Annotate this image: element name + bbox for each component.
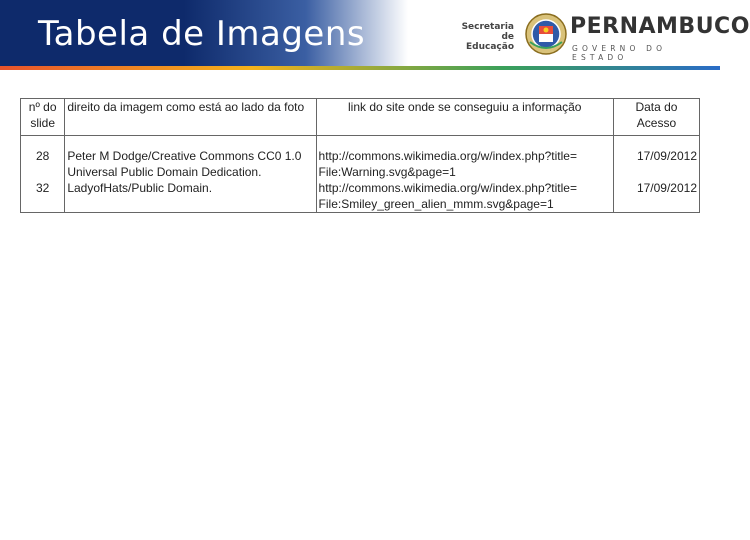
table-row bbox=[21, 180, 700, 213]
header-slide-no: nº do slide bbox=[21, 99, 65, 136]
state-name: PERNAMBUCO bbox=[570, 14, 750, 39]
table-row bbox=[21, 148, 700, 180]
coat-of-arms-icon bbox=[524, 12, 568, 56]
cell-link bbox=[316, 148, 613, 180]
link-line: File:Warning.svg&page=1 bbox=[318, 165, 456, 179]
link-line: http://commons.wikimedia.org/w/index.php?title= bbox=[318, 181, 577, 195]
header-rights: direito da imagem como está ao lado da foto bbox=[65, 99, 316, 136]
secretaria-line2: Educação bbox=[466, 42, 514, 52]
images-table bbox=[20, 98, 700, 213]
cell-rights bbox=[65, 148, 316, 180]
government-logo bbox=[452, 10, 750, 62]
rights-line: LadyofHats/Public Domain. bbox=[67, 181, 213, 195]
cell-link bbox=[316, 180, 613, 213]
table-header-row bbox=[21, 99, 700, 136]
link-line: http://commons.wikimedia.org/w/index.php?title= bbox=[318, 149, 577, 163]
rights-line: Peter M Dodge/Creative Commons CC0 1.0 bbox=[67, 149, 302, 163]
cell-rights bbox=[65, 180, 316, 213]
header-date: Data do Acesso bbox=[613, 99, 699, 136]
secretaria-line1: Secretaria de bbox=[461, 22, 514, 42]
color-stripe bbox=[0, 66, 720, 70]
header-link: link do site onde se conseguiu a informação bbox=[316, 99, 613, 136]
cell-date: 17/09/2012 bbox=[613, 180, 699, 213]
cell-slide-no: 32 bbox=[21, 180, 65, 213]
spacer-row bbox=[21, 136, 700, 149]
cell-date: 17/09/2012 bbox=[613, 148, 699, 180]
cell-slide-no: 28 bbox=[21, 148, 65, 180]
state-subtitle: GOVERNO DO ESTADO bbox=[572, 44, 667, 62]
rights-line: Universal Public Domain Dedication. bbox=[67, 165, 262, 179]
link-line: File:Smiley_green_alien_mmm.svg&page=1 bbox=[318, 197, 554, 211]
slide-header bbox=[0, 0, 750, 68]
secretaria-label bbox=[452, 22, 514, 52]
page-title: Tabela de Imagens bbox=[38, 14, 366, 54]
